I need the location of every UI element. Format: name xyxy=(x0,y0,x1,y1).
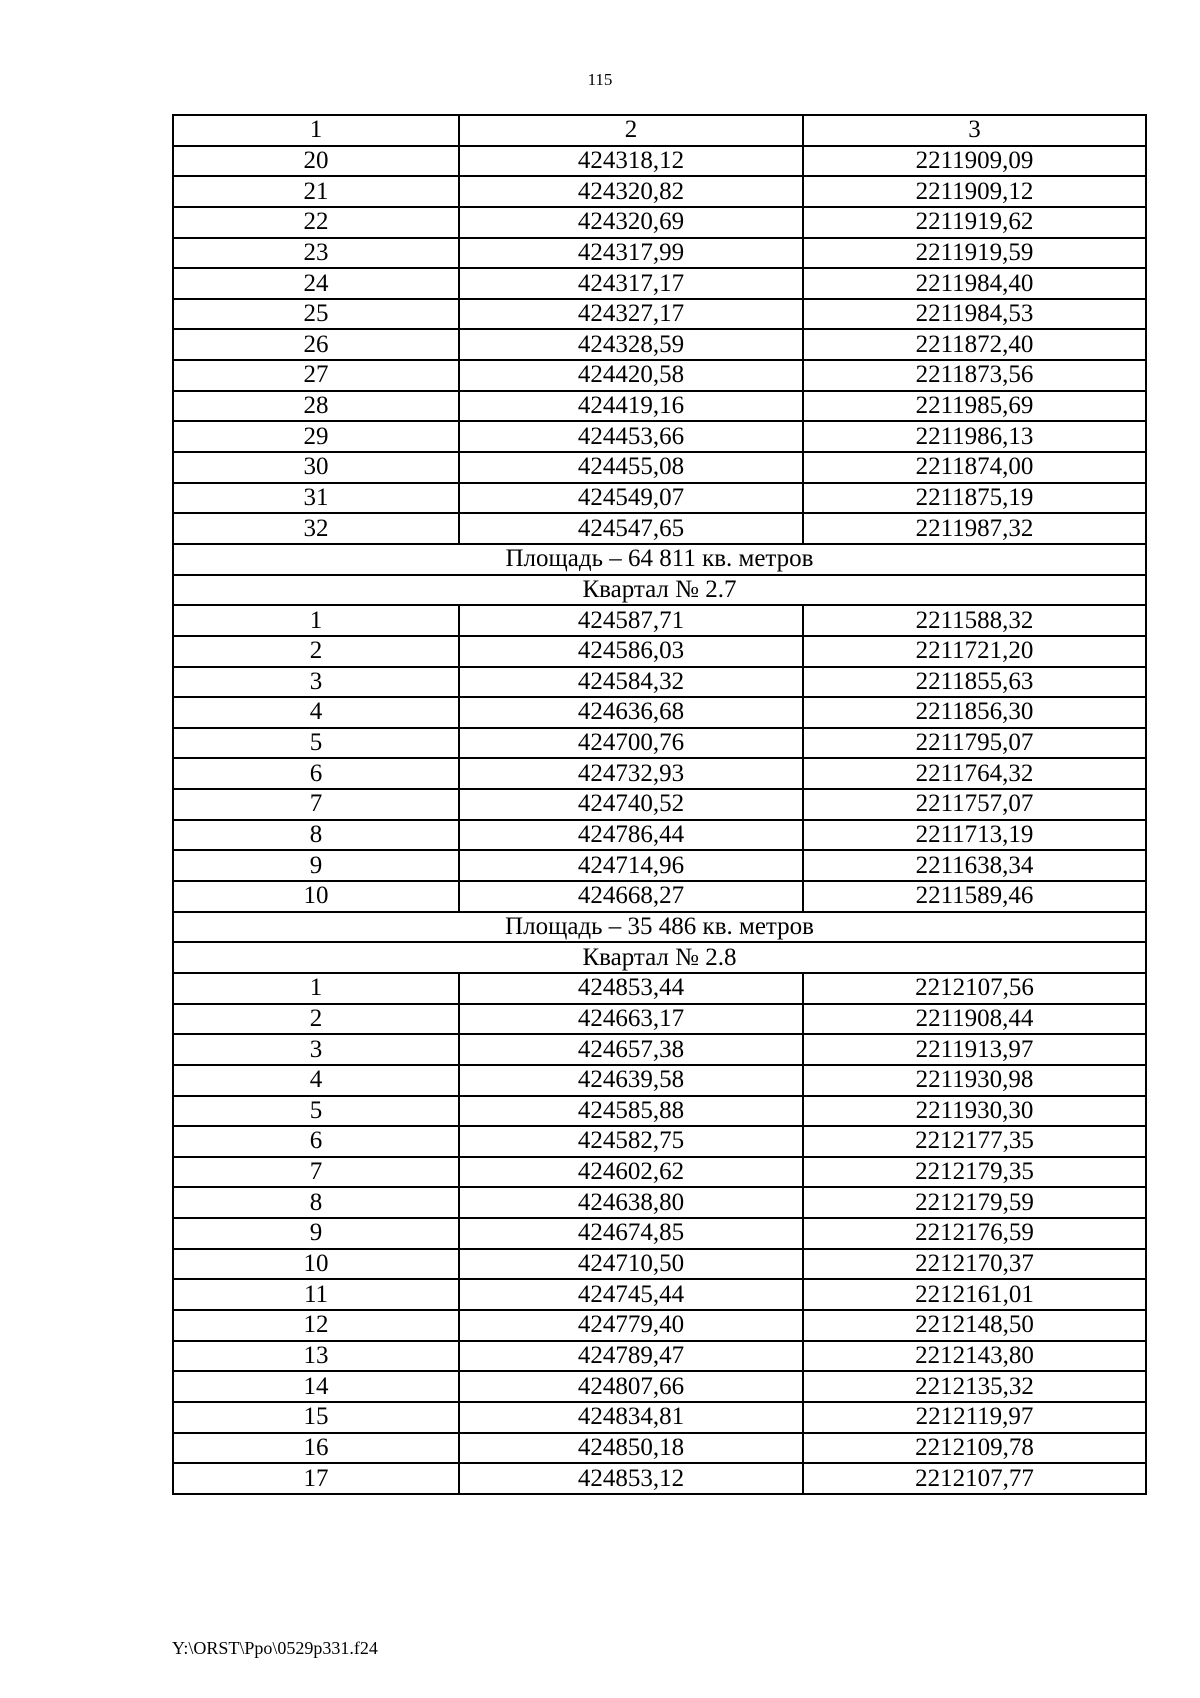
table-row xyxy=(173,1310,1146,1341)
y-coordinate-cell: 2212177,35 xyxy=(803,1126,1146,1157)
table-row xyxy=(173,758,1146,789)
point-number-cell: 28 xyxy=(173,391,459,422)
y-coordinate-cell: 2211764,32 xyxy=(803,758,1146,789)
table-row xyxy=(173,1157,1146,1188)
x-coordinate-cell: 424834,81 xyxy=(459,1402,803,1433)
point-number-cell: 7 xyxy=(173,1157,459,1188)
x-coordinate-cell: 424320,69 xyxy=(459,207,803,238)
point-number-cell: 15 xyxy=(173,1402,459,1433)
y-coordinate-cell: 2212143,80 xyxy=(803,1341,1146,1372)
x-coordinate-cell: 424419,16 xyxy=(459,391,803,422)
table-row xyxy=(173,667,1146,698)
table-row xyxy=(173,1096,1146,1127)
point-number-cell: 2 xyxy=(173,636,459,667)
y-coordinate-cell: 2212179,59 xyxy=(803,1187,1146,1218)
section-label: Квартал № 2.8 xyxy=(173,942,1146,973)
x-coordinate-cell: 424638,80 xyxy=(459,1187,803,1218)
y-coordinate-cell: 2211909,09 xyxy=(803,146,1146,177)
x-coordinate-cell: 424636,68 xyxy=(459,697,803,728)
table-row xyxy=(173,881,1146,912)
x-coordinate-cell: 424320,82 xyxy=(459,176,803,207)
table-row xyxy=(173,697,1146,728)
x-coordinate-cell: 424317,17 xyxy=(459,268,803,299)
y-coordinate-cell: 2211713,19 xyxy=(803,820,1146,851)
y-coordinate-cell: 2211930,30 xyxy=(803,1096,1146,1127)
table-row xyxy=(173,1034,1146,1065)
y-coordinate-cell: 2211873,56 xyxy=(803,360,1146,391)
point-number-cell: 1 xyxy=(173,973,459,1004)
point-number-cell: 2 xyxy=(173,1004,459,1035)
point-number-cell: 5 xyxy=(173,1096,459,1127)
y-coordinate-cell: 2212170,37 xyxy=(803,1249,1146,1280)
table-row xyxy=(173,1433,1146,1464)
x-coordinate-cell: 424328,59 xyxy=(459,329,803,360)
x-coordinate-cell: 424714,96 xyxy=(459,850,803,881)
x-coordinate-cell: 424602,62 xyxy=(459,1157,803,1188)
y-coordinate-cell: 2211856,30 xyxy=(803,697,1146,728)
point-number-cell: 26 xyxy=(173,329,459,360)
point-number-cell: 6 xyxy=(173,758,459,789)
table-row xyxy=(173,329,1146,360)
point-number-cell: 25 xyxy=(173,299,459,330)
y-coordinate-cell: 2211721,20 xyxy=(803,636,1146,667)
x-coordinate-cell: 424547,65 xyxy=(459,513,803,544)
y-coordinate-cell: 2211874,00 xyxy=(803,452,1146,483)
table-row xyxy=(173,820,1146,851)
table-row xyxy=(173,1341,1146,1372)
y-coordinate-cell: 2211875,19 xyxy=(803,483,1146,514)
x-coordinate-cell: 424657,38 xyxy=(459,1034,803,1065)
x-coordinate-cell: 424850,18 xyxy=(459,1433,803,1464)
table-header-row xyxy=(173,115,1146,146)
x-coordinate-cell: 424674,85 xyxy=(459,1218,803,1249)
point-number-cell: 10 xyxy=(173,881,459,912)
section-row xyxy=(173,912,1146,943)
table-row xyxy=(173,299,1146,330)
footer-file-path: Y:\ORST\Ppo\0529p331.f24 xyxy=(172,1638,378,1658)
table-row xyxy=(173,973,1146,1004)
point-number-cell: 5 xyxy=(173,728,459,759)
coordinates-table-body xyxy=(173,115,1146,1494)
y-coordinate-cell: 2212107,56 xyxy=(803,973,1146,1004)
table-row xyxy=(173,850,1146,881)
y-coordinate-cell: 2211909,12 xyxy=(803,176,1146,207)
table-row xyxy=(173,268,1146,299)
y-coordinate-cell: 2211855,63 xyxy=(803,667,1146,698)
table-row xyxy=(173,452,1146,483)
x-coordinate-cell: 424710,50 xyxy=(459,1249,803,1280)
section-label: Площадь – 64 811 кв. метров xyxy=(173,544,1146,575)
point-number-cell: 31 xyxy=(173,483,459,514)
table-row xyxy=(173,360,1146,391)
table-row xyxy=(173,1065,1146,1096)
table-row xyxy=(173,391,1146,422)
table-row xyxy=(173,146,1146,177)
x-coordinate-cell: 424779,40 xyxy=(459,1310,803,1341)
table-row xyxy=(173,789,1146,820)
x-coordinate-cell: 424789,47 xyxy=(459,1341,803,1372)
y-coordinate-cell: 2212135,32 xyxy=(803,1371,1146,1402)
point-number-cell: 4 xyxy=(173,1065,459,1096)
x-coordinate-cell: 424587,71 xyxy=(459,605,803,636)
y-coordinate-cell: 2212179,35 xyxy=(803,1157,1146,1188)
table-row xyxy=(173,1004,1146,1035)
y-coordinate-cell: 2211913,97 xyxy=(803,1034,1146,1065)
table-row xyxy=(173,728,1146,759)
point-number-cell: 9 xyxy=(173,1218,459,1249)
section-label: Квартал № 2.7 xyxy=(173,575,1146,606)
x-coordinate-cell: 424318,12 xyxy=(459,146,803,177)
y-coordinate-cell: 2211984,40 xyxy=(803,268,1146,299)
point-number-cell: 1 xyxy=(173,605,459,636)
table-row xyxy=(173,483,1146,514)
table-row xyxy=(173,605,1146,636)
x-coordinate-cell: 424745,44 xyxy=(459,1279,803,1310)
point-number-cell: 24 xyxy=(173,268,459,299)
point-number-cell: 11 xyxy=(173,1279,459,1310)
point-number-cell: 27 xyxy=(173,360,459,391)
point-number-cell: 3 xyxy=(173,1034,459,1065)
y-coordinate-cell: 2212161,01 xyxy=(803,1279,1146,1310)
table-row xyxy=(173,513,1146,544)
page-number: 115 xyxy=(587,70,613,89)
point-number-cell: 12 xyxy=(173,1310,459,1341)
table-row xyxy=(173,207,1146,238)
point-number-cell: 21 xyxy=(173,176,459,207)
point-number-cell: 7 xyxy=(173,789,459,820)
y-coordinate-cell: 2211919,59 xyxy=(803,238,1146,269)
x-coordinate-cell: 424853,44 xyxy=(459,973,803,1004)
coordinates-table xyxy=(172,114,1147,1495)
x-coordinate-cell: 424700,76 xyxy=(459,728,803,759)
x-coordinate-cell: 424453,66 xyxy=(459,421,803,452)
x-coordinate-cell: 424639,58 xyxy=(459,1065,803,1096)
point-number-cell: 32 xyxy=(173,513,459,544)
y-coordinate-cell: 2211872,40 xyxy=(803,329,1146,360)
table-row xyxy=(173,1371,1146,1402)
x-coordinate-cell: 424668,27 xyxy=(459,881,803,912)
x-coordinate-cell: 424420,58 xyxy=(459,360,803,391)
x-coordinate-cell: 424549,07 xyxy=(459,483,803,514)
x-coordinate-cell: 424807,66 xyxy=(459,1371,803,1402)
x-coordinate-cell: 424732,93 xyxy=(459,758,803,789)
table-row xyxy=(173,1463,1146,1494)
column-header: 3 xyxy=(803,115,1146,146)
y-coordinate-cell: 2212176,59 xyxy=(803,1218,1146,1249)
point-number-cell: 17 xyxy=(173,1463,459,1494)
y-coordinate-cell: 2211757,07 xyxy=(803,789,1146,820)
x-coordinate-cell: 424786,44 xyxy=(459,820,803,851)
point-number-cell: 14 xyxy=(173,1371,459,1402)
x-coordinate-cell: 424584,32 xyxy=(459,667,803,698)
point-number-cell: 8 xyxy=(173,820,459,851)
x-coordinate-cell: 424582,75 xyxy=(459,1126,803,1157)
x-coordinate-cell: 424663,17 xyxy=(459,1004,803,1035)
point-number-cell: 20 xyxy=(173,146,459,177)
table-row xyxy=(173,1126,1146,1157)
x-coordinate-cell: 424317,99 xyxy=(459,238,803,269)
y-coordinate-cell: 2212107,77 xyxy=(803,1463,1146,1494)
table-row xyxy=(173,1249,1146,1280)
table-row xyxy=(173,421,1146,452)
point-number-cell: 9 xyxy=(173,850,459,881)
x-coordinate-cell: 424455,08 xyxy=(459,452,803,483)
point-number-cell: 30 xyxy=(173,452,459,483)
point-number-cell: 8 xyxy=(173,1187,459,1218)
point-number-cell: 10 xyxy=(173,1249,459,1280)
y-coordinate-cell: 2212148,50 xyxy=(803,1310,1146,1341)
table-row xyxy=(173,1218,1146,1249)
y-coordinate-cell: 2211984,53 xyxy=(803,299,1146,330)
table-row xyxy=(173,238,1146,269)
y-coordinate-cell: 2211919,62 xyxy=(803,207,1146,238)
point-number-cell: 6 xyxy=(173,1126,459,1157)
table-row xyxy=(173,1279,1146,1310)
point-number-cell: 22 xyxy=(173,207,459,238)
section-row xyxy=(173,544,1146,575)
y-coordinate-cell: 2212119,97 xyxy=(803,1402,1146,1433)
y-coordinate-cell: 2211589,46 xyxy=(803,881,1146,912)
y-coordinate-cell: 2211930,98 xyxy=(803,1065,1146,1096)
y-coordinate-cell: 2211795,07 xyxy=(803,728,1146,759)
section-row xyxy=(173,942,1146,973)
y-coordinate-cell: 2212109,78 xyxy=(803,1433,1146,1464)
section-label: Площадь – 35 486 кв. метров xyxy=(173,912,1146,943)
point-number-cell: 13 xyxy=(173,1341,459,1372)
table-row xyxy=(173,636,1146,667)
x-coordinate-cell: 424327,17 xyxy=(459,299,803,330)
x-coordinate-cell: 424740,52 xyxy=(459,789,803,820)
y-coordinate-cell: 2211638,34 xyxy=(803,850,1146,881)
y-coordinate-cell: 2211985,69 xyxy=(803,391,1146,422)
column-header: 1 xyxy=(173,115,459,146)
x-coordinate-cell: 424853,12 xyxy=(459,1463,803,1494)
y-coordinate-cell: 2211588,32 xyxy=(803,605,1146,636)
table-row xyxy=(173,176,1146,207)
table-row xyxy=(173,1402,1146,1433)
y-coordinate-cell: 2211986,13 xyxy=(803,421,1146,452)
y-coordinate-cell: 2211908,44 xyxy=(803,1004,1146,1035)
x-coordinate-cell: 424586,03 xyxy=(459,636,803,667)
point-number-cell: 4 xyxy=(173,697,459,728)
table-row xyxy=(173,1187,1146,1218)
point-number-cell: 3 xyxy=(173,667,459,698)
y-coordinate-cell: 2211987,32 xyxy=(803,513,1146,544)
x-coordinate-cell: 424585,88 xyxy=(459,1096,803,1127)
point-number-cell: 16 xyxy=(173,1433,459,1464)
point-number-cell: 23 xyxy=(173,238,459,269)
column-header: 2 xyxy=(459,115,803,146)
section-row xyxy=(173,575,1146,606)
point-number-cell: 29 xyxy=(173,421,459,452)
